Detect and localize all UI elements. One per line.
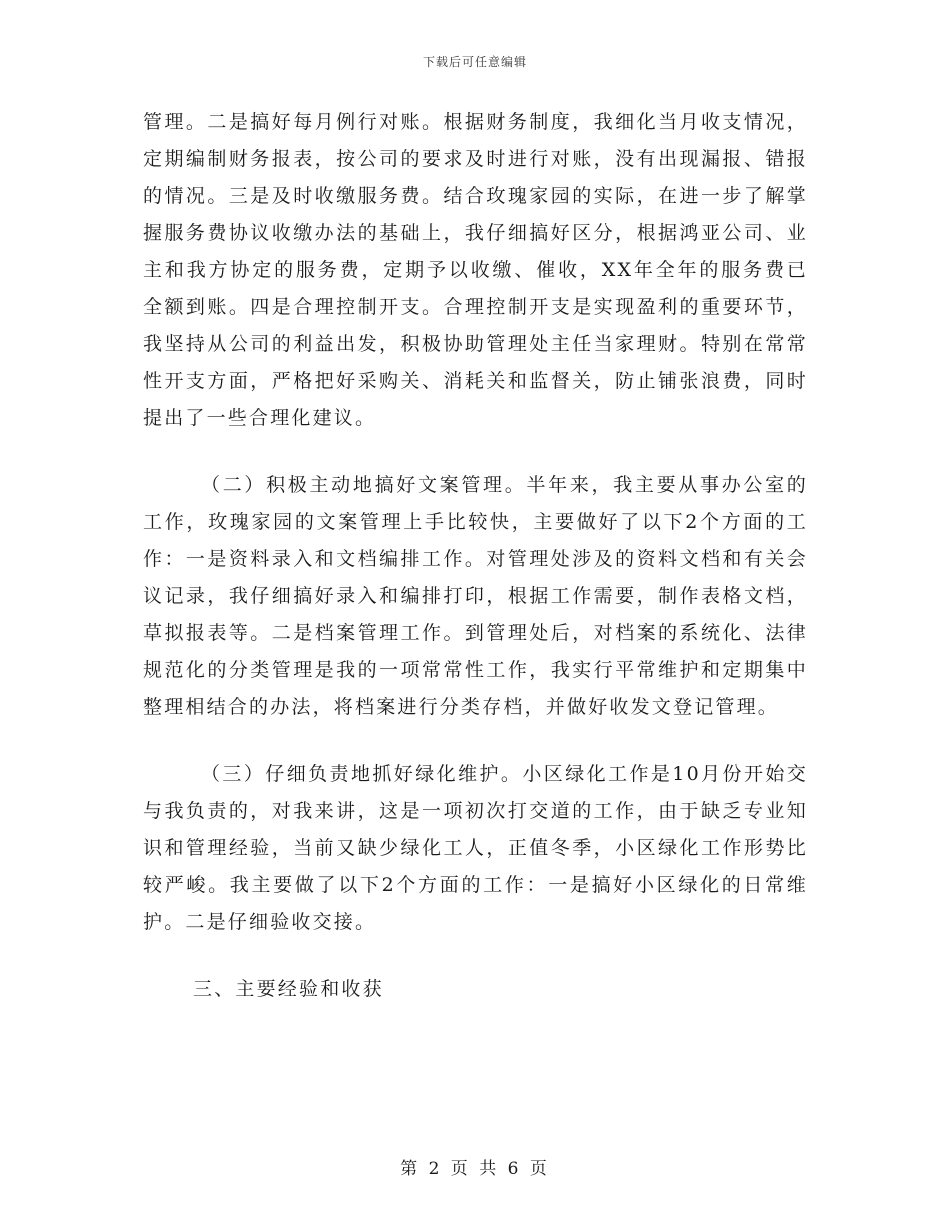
document-body: [143, 104, 808, 1008]
paragraph-greening-maintenance: （三）仔细负责地抓好绿化维护。小区绿化工作是10月份开始交与我负责的，对我来讲，这是一项初次打交道的工作，由于缺乏专业知识和管理经验，当前又缺少绿化工人，正值冬季，小区绿化工作形势比较严峻。我主要做了以下2个方面的工作：一是搞好小区绿化的日常维护。二是仔细验收交接。: [143, 763, 808, 933]
page-footer: [0, 1154, 950, 1179]
section-heading-experience: 三、主要经验和收获: [193, 978, 384, 1000]
footer-suffix: 页: [529, 1159, 550, 1179]
footer-prefix: 第: [400, 1159, 421, 1179]
paragraph-finance: 管理。二是搞好每月例行对账。根据财务制度，我细化当月收支情况，定期编制财务报表，按公司的要求及时进行对账，没有出现漏报、错报的情况。三是及时收缴服务费。结合玫瑰家园的实际，在进一步了解掌握服务费协议收缴办法的基础上，我仔细搞好区分，根据鸿亚公司、业主和我方协定的服务费，定期予以收缴、催收，XX年全年的服务费已全额到账。四是合理控制开支。合理控制开支是实现盈利的重要环节，我坚持从公司的利益出发，积极协助管理处主任当家理财。特别在常常性开支方面，严格把好采购关、消耗关和监督关，防止铺张浪费，同时提出了一些合理化建议。: [143, 111, 808, 429]
paragraph-document-management: （二）积极主动地搞好文案管理。半年来，我主要从事办公室的工作，玫瑰家园的文案管理上手比较快，主要做好了以下2个方面的工作：一是资料录入和文档编排工作。对管理处涉及的资料文档和有关会议记录，我仔细搞好录入和编排打印，根据工作需要，制作表格文档，草拟报表等。二是档案管理工作。到管理处后，对档案的系统化、法律规范化的分类管理是我的一项常常性工作，我实行平常维护和定期集中整理相结合的办法，将档案进行分类存档，并做好收发文登记管理。: [143, 474, 808, 718]
footer-current-page: 2: [428, 1159, 443, 1179]
footer-total-pages: 6: [507, 1159, 522, 1179]
page-header: 下载后可任意编辑: [422, 55, 527, 69]
footer-middle: 页 共: [450, 1159, 500, 1179]
